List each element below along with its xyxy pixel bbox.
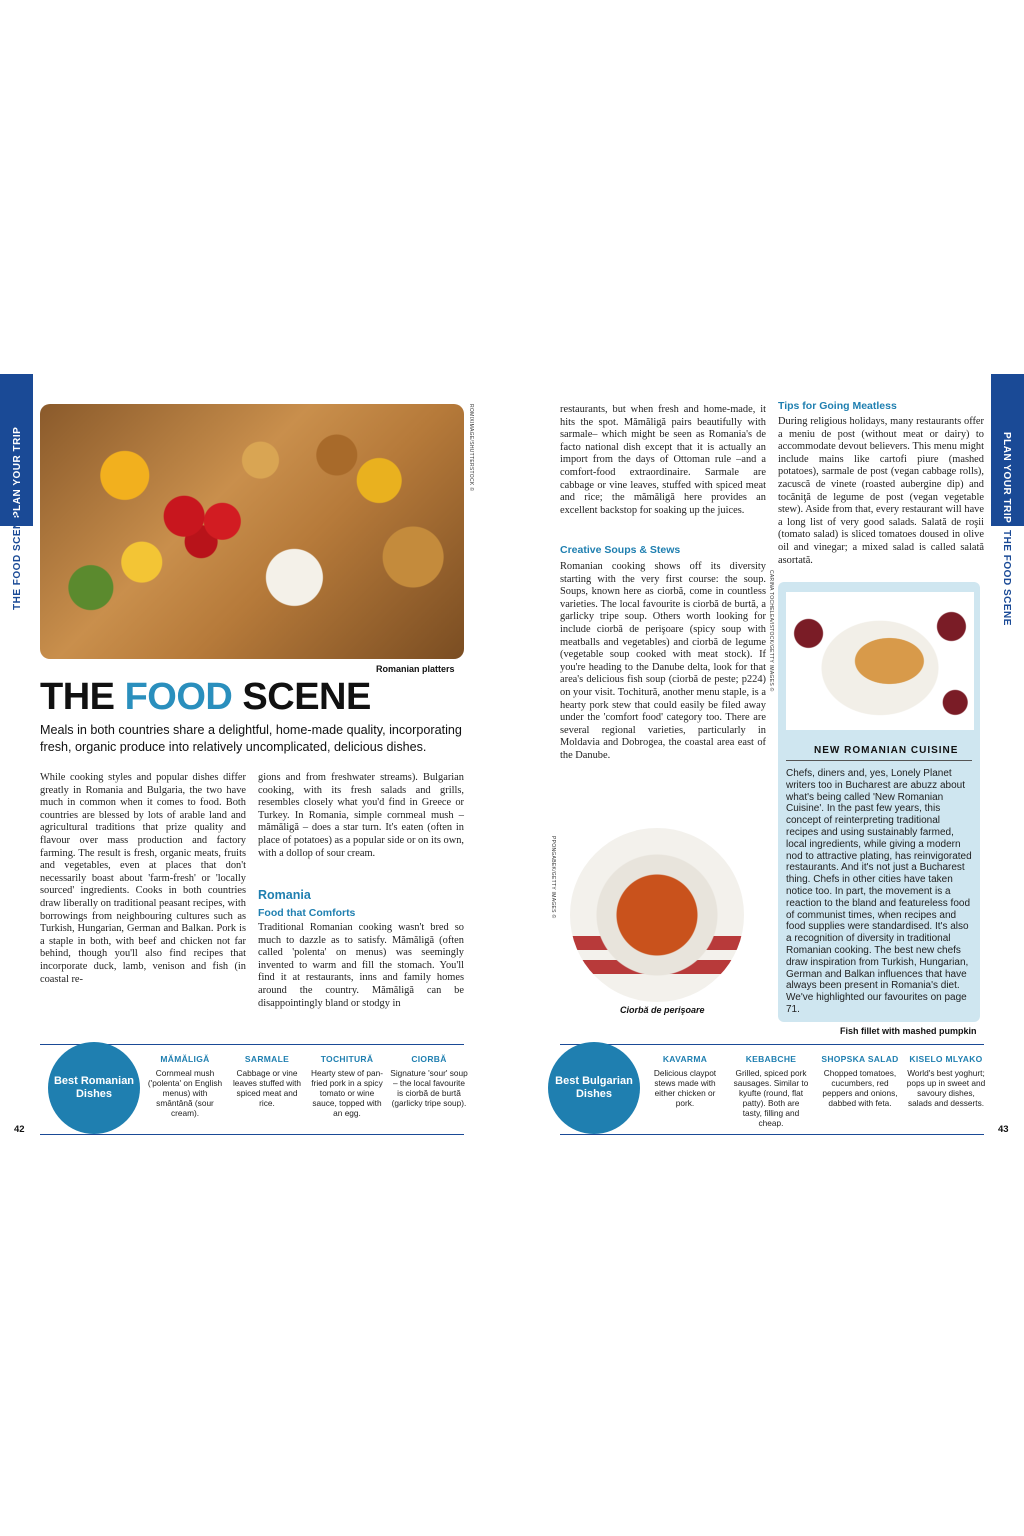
dish-name: MĂMĂLIGĂ (160, 1054, 210, 1064)
dish-name: KEBABCHE (745, 1054, 797, 1064)
sidebox-text: Chefs, diners and, yes, Lonely Planet writers too in Bucharest are abuzz about what's being called 'New Romanian Cuisine'. In the past few years, this concept of reinterpreting traditional recipes and using sustainably farmed, local ingredients, while giving a modern nod to attractive plating, has reinvigorated restaurants. And it's not just a Bucharest thing. Chefs in other cities have taken notice too. In part, the movement is a reaction to the bland and featureless food of communist times, when recipes and food supplies were standardised. It's also a recognition of diversity in traditional Romanian cooking. The best new chefs draw inspiration from Turkish, Hungarian, German and Balkan influences that have always been present in Romania's diet. We've highlighted our favourites on page 71. (786, 768, 972, 1015)
dish-desc: Delicious claypot stews made with either chicken or pork. (653, 1068, 717, 1108)
bulgarian-strip-bottom-line (560, 1134, 984, 1135)
page-title (40, 676, 371, 719)
title-prefix: THE (40, 676, 125, 718)
bulgarian-dish (732, 1054, 810, 1128)
romanian-dish (228, 1054, 306, 1108)
left-column-1-text: While cooking styles and popular dishes differ greatly in Romania and Bulgaria, the two have much in common when it comes to food. Both countries are blessed by lots of arable land and agricultural traditions that prize quality and flavour over mass production and factory farming. The result is fresh, organic meats, fruits and vegetables, even at places that don't necessarily boast about 'farm-fresh' or 'locally sourced' ingredients. Cooks in both countries draw liberally on traditional peasant recipes, with borrowings from neighbouring cultures such as Turkish, Hungarian, German and Balkan. Pork is a staple in both, with beef and chicken not far behind, though you'll also find recipes that incorporate duck, lamb, venison and fish (in coastal re- (40, 772, 246, 985)
ciorba-soup-photo (570, 828, 744, 1002)
sidebox-title: NEW ROMANIAN CUISINE (814, 745, 959, 756)
fish-fillet-photo (786, 592, 974, 730)
heading-romania: Romania (258, 888, 311, 902)
romanian-dish (390, 1054, 468, 1108)
left-column-2a-text: gions and from freshwater streams). Bulgarian cooking, with its fresh salads and grills, resembles closely what you'd find in Greece or Turkey. In Romania, simple cornmeal mush – mămăligă – does a star turn. It's eaten (often in place of potatoes) as a popular side or on its own, with a dollop of sour cream. (258, 772, 464, 859)
romanian-strip-bottom-line (40, 1134, 464, 1135)
right-column-1b-text: Romanian cooking shows off its diversity starting with the very first course: the soup. Soups, known here as ciorbă, come in countless varieties. The local favourite is ciorbă de burtă, a garlicky tripe soup. Others worth looking for include ciorbă de perişoare (spicy soup with meatballs and vegetables) and ciorbă de legume (vegetable soup cooked with meat stock). If you're heading to the Danube delta, look for that area's delicious fish soup (ciorbă de peste; p224) on your visit. Tochitură, another menu staple, is a hearty pork stew that could easily be filed away under the 'comfort food' category too. There are several regional varieties, particularly in Moldavia and Dobrogea, the coastal area east of the Danube. (560, 561, 766, 761)
dish-desc: Hearty stew of pan-fried pork in a spicy tomato or wine sauce, topped with an egg. (311, 1068, 383, 1118)
left-tab-the-food-scene: THE FOOD SCENE (12, 514, 23, 610)
pumpkin-caption: Fish fillet with mashed pumpkin (840, 1026, 977, 1036)
soup-photo-credit: PPONGABEK/GETTY IMAGES © (550, 836, 556, 919)
platters-caption: Romanian platters (376, 664, 455, 674)
dish-name: KAVARMA (662, 1054, 708, 1064)
pumpkin-photo-credit: CARINA TOCHELEA/ISTOCK/GETTY IMAGES © (768, 570, 774, 692)
page-number-left: 42 (14, 1124, 25, 1135)
romanian-dish (146, 1054, 224, 1118)
platters-photo-credit: ROMIXIMAGE/SHUTTERSTOCK © (468, 404, 474, 492)
best-romanian-badge: Best Romanian Dishes (48, 1042, 140, 1134)
romanian-dish (308, 1054, 386, 1118)
dish-desc: Cabbage or vine leaves stuffed with spiced meat and rice. (232, 1068, 302, 1108)
title-suffix: SCENE (232, 676, 371, 718)
dish-desc: World's best yoghurt; pops up in sweet and savoury dishes, salads and desserts. (906, 1068, 986, 1108)
heading-creative-soups: Creative Soups & Stews (560, 544, 681, 556)
dish-desc: Signature 'sour' soup – the local favourite is ciorbă de burtă (garlicky tripe soup). (390, 1068, 468, 1108)
dish-name: KISELO MLYAKO (909, 1054, 983, 1064)
sidebox-rule (786, 760, 972, 761)
left-tab-plan-your-trip: PLAN YOUR TRIP (12, 426, 23, 518)
title-accent: FOOD (124, 676, 233, 718)
right-column-2-text: During religious holidays, many restaurants offer a meniu de post (without meat or dairy) to accommodate devout believers. This menu might include mains like cartofi piure (mashed potatoes), sarmale de post (vegan cabbage rolls), zacuscă de vinete (roasted aubergine dip) and tocăniţă de legume de post (vegan vegetable stew). Aside from that, every restaurant will have a long list of very good salads. Salată de roşii (tomato salad) is sliced tomatoes doused in olive oil and vinegar; a mixed salad is called salată asortată. (778, 416, 984, 566)
heading-food-that-comforts: Food that Comforts (258, 907, 356, 919)
dish-desc: Grilled, spiced pork sausages. Similar to kyufte (round, flat patty). Both are tasty, filling and cheap. (733, 1068, 809, 1128)
dish-name: TOCHITURĂ (320, 1054, 374, 1064)
standfirst: Meals in both countries share a delightful, home-made quality, incorporating fresh, organic produce into relatively uncomplicated, delicious dishes. (40, 723, 462, 754)
best-bulgarian-badge: Best Bulgarian Dishes (548, 1042, 640, 1134)
right-tab-plan-your-trip: PLAN YOUR TRIP (1001, 432, 1012, 524)
soup-caption: Ciorbă de perişoare (620, 1005, 705, 1015)
dish-name: SHOPSKA SALAD (821, 1054, 899, 1064)
page-number-right: 43 (998, 1124, 1009, 1135)
dish-desc: Cornmeal mush ('polenta' on English menus) with smântână (sour cream). (147, 1068, 223, 1118)
bulgarian-dish (646, 1054, 724, 1108)
right-tab-the-food-scene: THE FOOD SCENE (1001, 530, 1012, 626)
romanian-platters-photo (40, 404, 464, 659)
bulgarian-dish (818, 1054, 902, 1108)
dish-desc: Chopped tomatoes, cucumbers, red peppers and onions, dabbed with feta. (822, 1068, 898, 1108)
right-column-1a-text: restaurants, but when fresh and home-made, it hits the spot. Mămăligă pairs beautifully with sarmale– which might be seen as Romania's de facto national dish except that it is actually an import from the days of Ottoman rule –and a comfort-food extraordinaire. Sarmale are cabbage or vine leaves, stuffed with spiced meat and rice; the mămăligă here provides an excellent backstop for soaking up the juices. (560, 404, 766, 516)
heading-tips-meatless: Tips for Going Meatless (778, 400, 897, 412)
bulgarian-strip-top-line (560, 1044, 984, 1045)
dish-name: CIORBĂ (411, 1054, 447, 1064)
bulgarian-dish (906, 1054, 986, 1108)
dish-name: SARMALE (244, 1054, 290, 1064)
left-column-2b-text: Traditional Romanian cooking wasn't bred so much to dazzle as to satisfy. Mămăligă (often called 'polenta' on menus) was seemingly invented to warm and fill the stomach. You'll find it at restaurants, inns and family homes around the country. Mămăligă can be disappointingly bland or stodgy in (258, 922, 464, 1009)
